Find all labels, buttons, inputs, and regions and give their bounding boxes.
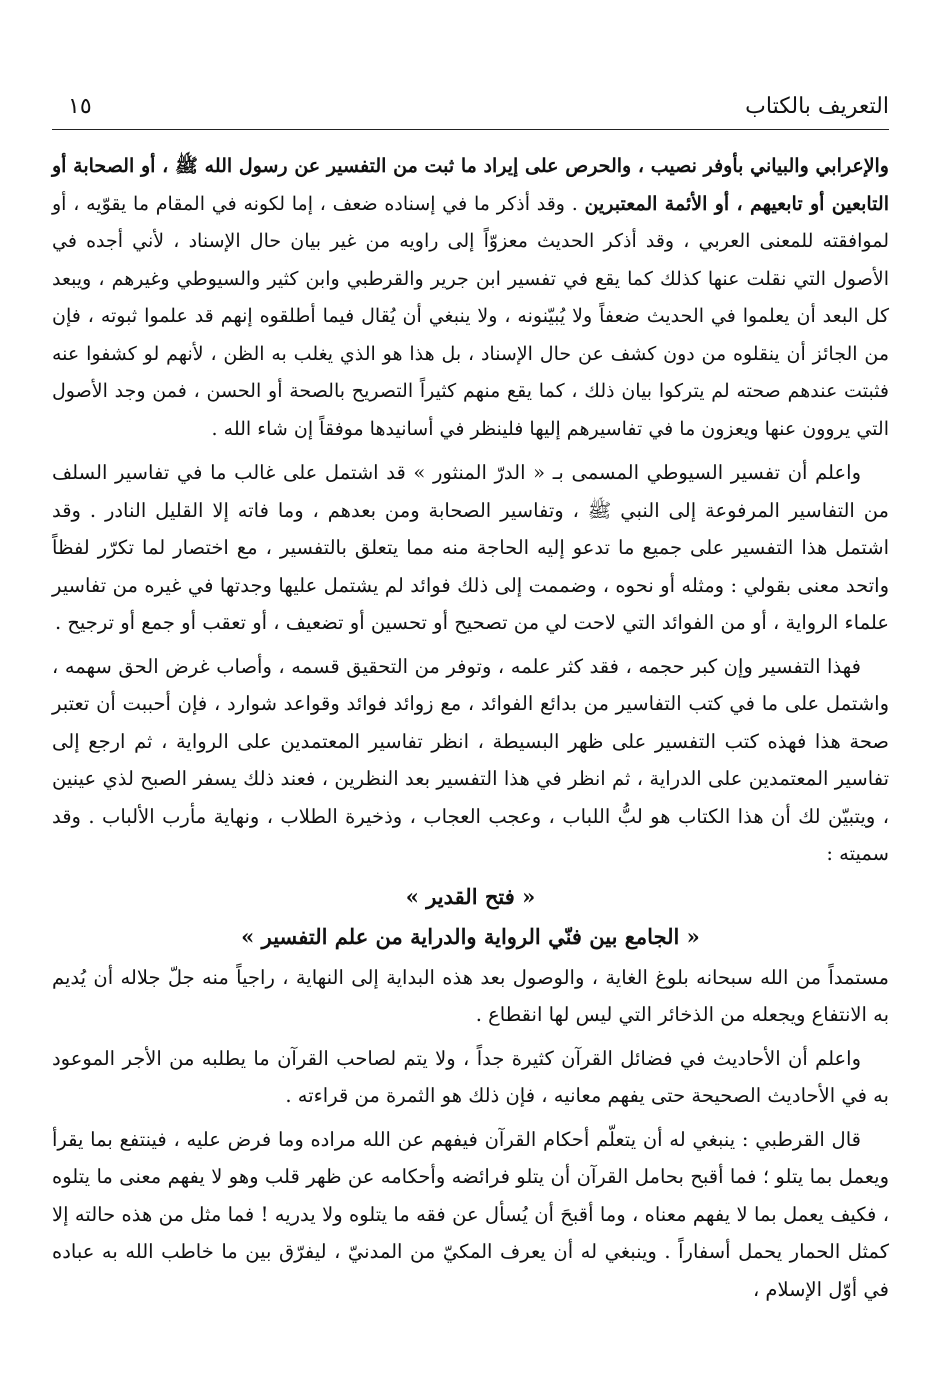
running-title: التعريف بالكتاب	[745, 94, 889, 119]
paragraph-1	[52, 148, 889, 448]
running-header	[52, 92, 889, 128]
paragraph-3: فهذا التفسير وإن كبر حجمه ، فقد كثر علمه ، وتوفر من التحقيق قسمه ، وأصاب غرض الحق سهمه ، واشتمل على ما في كتب التفاسير من بدائع الفوائد ، مع زوائد فوائد وقواعد شوارد ، فإن أحببت أن تعتبر صحة هذا فهذه كتب التفسير على ظهر البسيطة ، انظر تفاسير المعتمدين على الرواية ، ثم ارجع إلى تفاسير المعتمدين على الدراية ، ثم انظر في هذا التفسير بعد النظرين ، فعند ذلك يسفر الصبح لذي عينين ، ويتبيّن لك أن هذا الكتاب هو لبُّ اللباب ، وعجب العجاب ، وذخيرة الطلاب ، ونهاية مأرب الألباب . وقد سميته :	[52, 654, 889, 865]
book-title: « فتح القدير »	[405, 883, 536, 909]
paragraph-2: واعلم أن تفسير السيوطي المسمى بـ « الدرّ المنثور » قد اشتمل على غالب ما في تفاسير السلف من التفاسير المرفوعة إلى النبي ﷺ ، وتفاسير الصحابة ومن بعدهم ، وما فاته إلا القليل النادر . وقد اشتمل هذا التفسير على جميع ما تدعو إليه الحاجة منه مما يتعلق بالتفسير ، مع اختصار لما تكرّر لفظاً واتحد معنى بقولي : ومثله أو نحوه ، وضممت إلى ذلك فوائد لم يشتمل عليها وجدتها في غيره من تفاسير علماء الرواية ، أو من الفوائد التي لاحت لي من تصحيح أو تحسين أو تضعيف ، أو تعقب أو جمع أو ترجيح .	[52, 461, 889, 634]
paragraph-4: مستمداً من الله سبحانه بلوغ الغاية ، والوصول بعد هذه البداية إلى النهاية ، راجياً منه جلّ جلاله أن يُديم به الانتفاع ويجعله من الذخائر التي ليس لها انقطاع .	[52, 965, 889, 1026]
paragraph-1-text: . وقد أذكر ما في إسناده ضعف ، إما لكونه في المقام ما يقوّيه ، أو لموافقته للمعنى العربي ، وقد أذكر الحديث معزوّاً إلى راويه من غير بيان حال الإسناد ، لأني أجده في الأصول التي نقلت عنها كذلك كما يقع في تفسير ابن جرير والقرطبي وابن كثير والسيوطي وغيرهم ، ويبعد كل البعد أن يعلموا في الحديث ضعفاً ولا يُبيّنونه ، ولا ينبغي أن يُقال فيما أطلقوه إنهم قد علموا ثبوته ، فإن من الجائز أن ينقلوه من دون كشف عن حال الإسناد ، بل هذا هو الذي يغلب به الظن ، لأنهم لو كشفوا عنه فثبتت عندهم صحته لم يتركوا بيان ذلك ، كما يقع منهم كثيراً التصريح بالصحة أو الحسن ، فمن وجد الأصول التي يروون عنها ويعزون ما في تفاسيرهم إليها فلينظر في أسانيدها موفقاً إن شاء الله .	[52, 192, 889, 440]
book-subtitle: « الجامع بين فنّي الرواية والدراية من علم التفسير »	[241, 923, 700, 949]
paragraph-6: قال القرطبي : ينبغي له أن يتعلّم أحكام القرآن فيفهم عن الله مراده وما فرض عليه ، فينتفع بما يقرأ ويعمل بما يتلو ؛ فما أقبح بحامل القرآن أن يتلو فرائضه وأحكامه عن ظهر قلب وهو لا يفهم معنى ما يتلوه ، فكيف يعمل بما لا يفهم معناه ، وما أقبحَ أن يُسأل عن فقه ما يتلوه ولا يدريه ! فما مثل من هذه حالته إلا كمثل الحمار يحمل أسفاراً . وينبغي له أن يعرف المكيّ من المدنيّ ، ليفرّق بين ما خاطب الله به عباده في أوّل الإسلام ،	[52, 1127, 889, 1301]
body-text	[52, 148, 889, 1308]
book-title-block	[52, 877, 889, 957]
page-number: ١٥	[68, 94, 92, 119]
header-rule	[52, 129, 889, 130]
paragraph-1-bold-text: والإعرابي والبياني بأوفر نصيب ، والحرص على إيراد ما ثبت من التفسير عن رسول الله ﷺ ، أو الصحابة أو التابعين أو تابعيهم ، أو الأئمة المعتبرين	[52, 155, 889, 215]
paragraph-5: واعلم أن الأحاديث في فضائل القرآن كثيرة جداً ، ولا يتم لصاحب القرآن ما يطلبه من الأجر الموعود به في الأحاديث الصحيحة حتى يفهم معانيه ، فإن ذلك هو الثمرة من قراءته .	[52, 1046, 889, 1107]
